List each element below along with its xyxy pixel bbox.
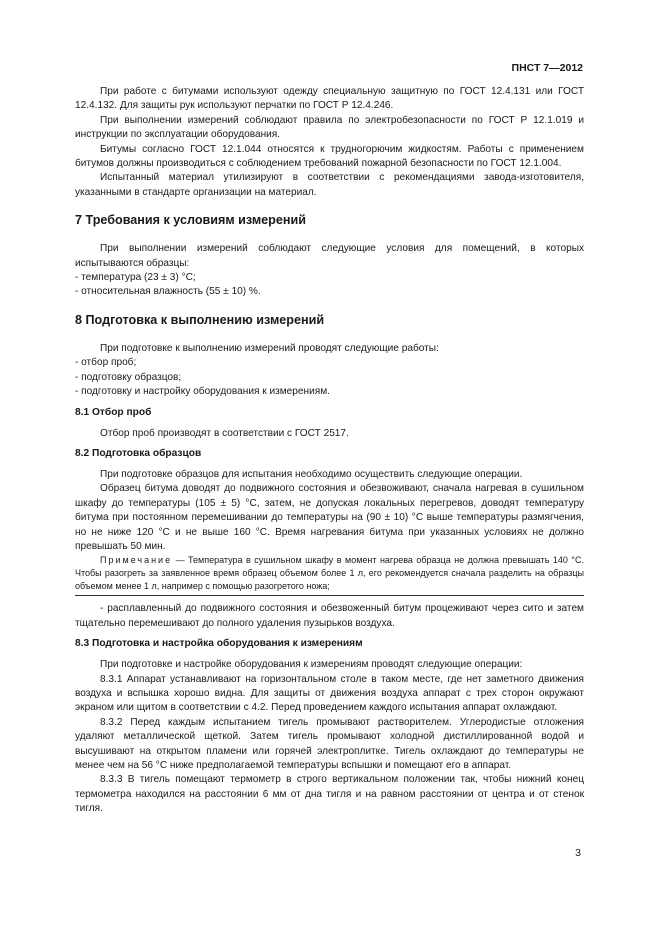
- list-item: - подготовку и настройку оборудования к измерениям.: [75, 386, 330, 398]
- subsection-8-3-heading: 8.3 Подготовка и настройка оборудования к измерениям: [75, 638, 363, 650]
- page-number: 3: [575, 847, 581, 859]
- section-8-heading: 8 Подготовка к выполнению измерений: [75, 312, 325, 327]
- subsection-8-1-heading: 8.1 Отбор проб: [75, 406, 152, 418]
- note: [75, 554, 584, 593]
- note-divider: [75, 595, 584, 596]
- intro-paragraph-4: Испытанный материал утилизируют в соответствии с рекомендациями завода-изготовителя, указанными в стандарте организации на материал.: [75, 172, 584, 198]
- clause-8-3-3: 8.3.3 В тигель помещают термометр в строго вертикальном положении так, чтобы нижний конец термометра находился на расстоянии 6 мм от дна тигля и на равном расстоянии от центра и от стенок тигля.: [75, 774, 584, 815]
- subsection-8-1-paragraph: Отбор проб производят в соответствии с ГОСТ 2517.: [100, 427, 349, 439]
- section-8-paragraph: При подготовке к выполнению измерений проводят следующие работы:: [100, 342, 439, 354]
- list-item: - отбор проб;: [75, 357, 137, 369]
- intro-paragraph-2: При выполнении измерений соблюдают правила по электробезопасности по ГОСТ Р 12.1.019 и инструкции по эксплуатации оборудования.: [75, 114, 584, 141]
- subsection-8-2-paragraph-1: При подготовке образцов для испытания необходимо осуществить следующие операции.: [100, 468, 523, 480]
- intro-paragraph-1: При работе с битумами используют одежду специальную защитную по ГОСТ 12.4.131 или ГОСТ 12.4.132. Для защиты рук используют перчатки по ГОСТ Р 12.4.246.: [75, 86, 584, 112]
- intro-paragraph-3: Битумы согласно ГОСТ 12.1.044 относятся к трудногорючим жидкостям. Работы с применением битумов должны производиться с соблюдением требований пожарной безопасности по ГОСТ 12.1.004.: [75, 143, 584, 170]
- list-item: - подготовку образцов;: [75, 371, 182, 383]
- page-content: [75, 85, 584, 817]
- list-item: - температура (23 ± 3) °С;: [75, 272, 196, 284]
- note-label: Примечание: [100, 555, 173, 566]
- subsection-8-3-paragraph: При подготовке и настройке оборудования к измерениям проводят следующие операции:: [100, 659, 523, 671]
- standard-code: ПНСТ 7—2012: [511, 62, 583, 74]
- subsection-8-2-heading: 8.2 Подготовка образцов: [75, 447, 202, 459]
- section-7-paragraph: При выполнении измерений соблюдают следующие условия для помещений, в которых испытываются образцы:: [75, 243, 584, 269]
- note-text: — Температура в сушильном шкафу в момент нагрева образца не должна превышать 140 °С. Чтобы разогреть за заявленное время образец объемом более 1 л, его рекомендуется сначала разделить на образцы объемом менее 1 л, например с помощью разогретого ножа;: [75, 555, 584, 592]
- clause-8-3-1: 8.3.1 Аппарат устанавливают на горизонтальном столе в таком месте, где нет заметного движения воздуха и вспышка хорошо видна. Для защиты от движения воздуха аппарат с трех сторон окружают экраном или щитом в соответствии с 4.2. Перед проведением каждого испытания аппарат охлаждают.: [75, 673, 584, 714]
- clause-8-3-2: 8.3.2 Перед каждым испытанием тигель промывают растворителем. Углеродистые отложения удаляют металлической щеткой. Затем тигель промывают холодной дистиллированной водой и высушивают на открытом пламени или горячей электроплитке. Тигель охлаждают до температуры не менее чем на 56 °С ниже предполагаемой температуры вспышки и помещают его в аппарат.: [75, 716, 584, 771]
- list-item: - относительная влажность (55 ± 10) %.: [75, 286, 261, 298]
- section-7-heading: 7 Требования к условиям измерений: [75, 213, 306, 228]
- subsection-8-2-paragraph-3: - расплавленный до подвижного состояния и обезвоженный битум процеживают через сито и затем тщательно перемешивают до полного удаления пузырьков воздуха.: [75, 603, 584, 629]
- subsection-8-2-paragraph-2: Образец битума доводят до подвижного состояния и обезвоживают, сначала нагревая в сушильном шкафу до температуры (105 ± 5) °С, затем, не допуская локальных перегревов, доводят температуру битума при постоянном перемешивании до температуры на (90 ± 10) °С выше температуры размягчения, но не ниже 120 °С и не выше 160 °С. Время нагревания битума при указанных условиях не должно превышать 50 мин.: [75, 483, 584, 552]
